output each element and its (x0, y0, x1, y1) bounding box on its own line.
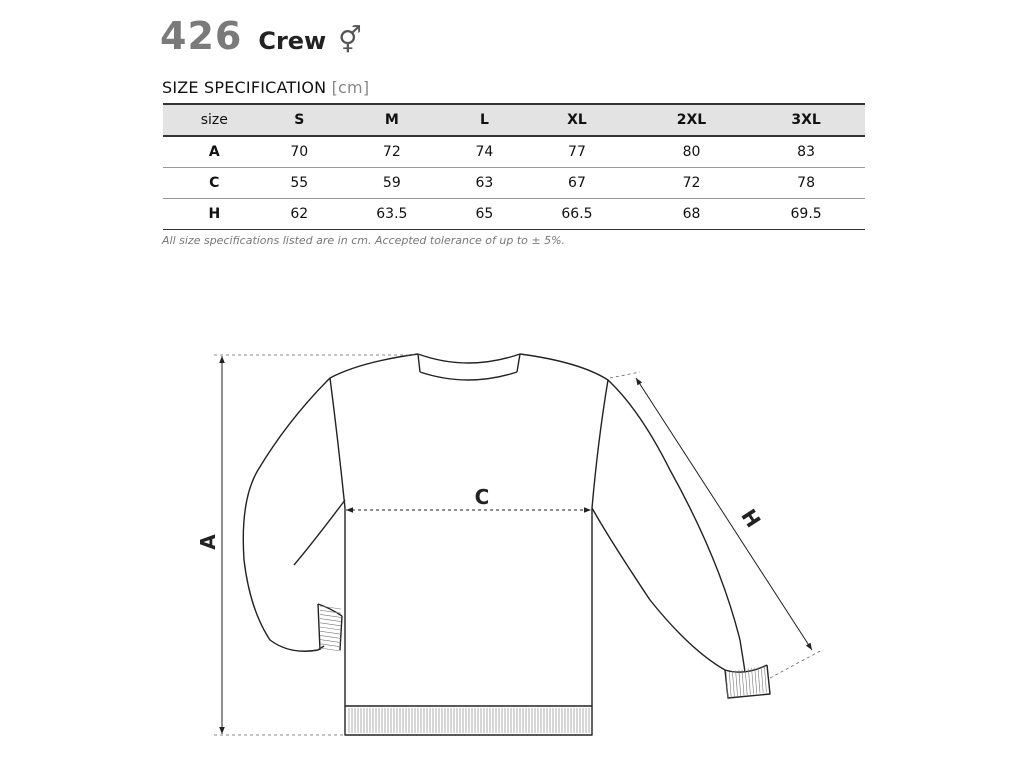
table-cell: 68 (636, 199, 747, 230)
ribbing-line (320, 648, 341, 651)
ribbing-line (320, 623, 341, 626)
table-cell: 55 (266, 168, 333, 199)
ribbing-line (732, 671, 734, 697)
table-cell: 78 (747, 168, 865, 199)
column-header: M (333, 104, 451, 136)
ribbing-line (320, 635, 341, 638)
ribbing-line (320, 627, 341, 630)
spec-title-text: SIZE SPECIFICATION (162, 78, 327, 97)
dimension-c-label: C (474, 485, 490, 509)
column-header: L (451, 104, 518, 136)
table-cell: 70 (266, 136, 333, 168)
dimension-c (346, 485, 591, 510)
column-header: size (163, 104, 266, 136)
row-label: H (163, 199, 266, 230)
model-number: 426 (160, 14, 243, 58)
ribbing-line (764, 666, 766, 692)
table-cell: 66.5 (518, 199, 636, 230)
table-cell: 69.5 (747, 199, 865, 230)
model-name: Crew (258, 27, 327, 55)
table-cell: 67 (518, 168, 636, 199)
table-cell: 63 (451, 168, 518, 199)
ribbing-line (320, 610, 341, 613)
ribbing-line (758, 667, 760, 693)
column-header: XL (518, 104, 636, 136)
ribbing-line (752, 668, 754, 694)
spec-unit: [cm] (331, 78, 370, 97)
table-cell: 62 (266, 199, 333, 230)
table-cell: 80 (636, 136, 747, 168)
table-cell: 65 (451, 199, 518, 230)
row-label: A (163, 136, 266, 168)
ribbing-line (739, 670, 741, 696)
tolerance-note: All size specifications listed are in cm. Accepted tolerance of up to ± 5%. (162, 234, 566, 247)
ribbing-line (729, 672, 731, 698)
table-cell: 72 (636, 168, 747, 199)
column-header: 3XL (747, 104, 865, 136)
table-cell: 74 (451, 136, 518, 168)
ribbing-line (320, 640, 341, 643)
ribbing-line (748, 669, 750, 695)
table-cell: 63.5 (333, 199, 451, 230)
dimension-a (196, 355, 420, 735)
table-cell: 77 (518, 136, 636, 168)
ribbing-line (320, 619, 341, 622)
ribbing-line (320, 614, 341, 617)
ribbing-line (761, 667, 763, 693)
sweatshirt-outline (243, 354, 770, 735)
dimension-a-label: A (196, 534, 220, 550)
ribbing-line (745, 669, 747, 695)
ribbing-line (755, 668, 757, 694)
row-label: C (163, 168, 266, 199)
table-cell: 59 (333, 168, 451, 199)
unisex-icon: ⚥ (338, 26, 362, 56)
column-header: S (266, 104, 333, 136)
ribbing-line (742, 670, 744, 696)
table-cell: 83 (747, 136, 865, 168)
table-cell: 72 (333, 136, 451, 168)
ribbing-texture (320, 606, 766, 733)
dimension-h (610, 372, 822, 678)
column-header: 2XL (636, 104, 747, 136)
dimension-h-label: H (736, 504, 766, 532)
ribbing-line (320, 631, 341, 634)
ribbing-line (736, 671, 738, 697)
